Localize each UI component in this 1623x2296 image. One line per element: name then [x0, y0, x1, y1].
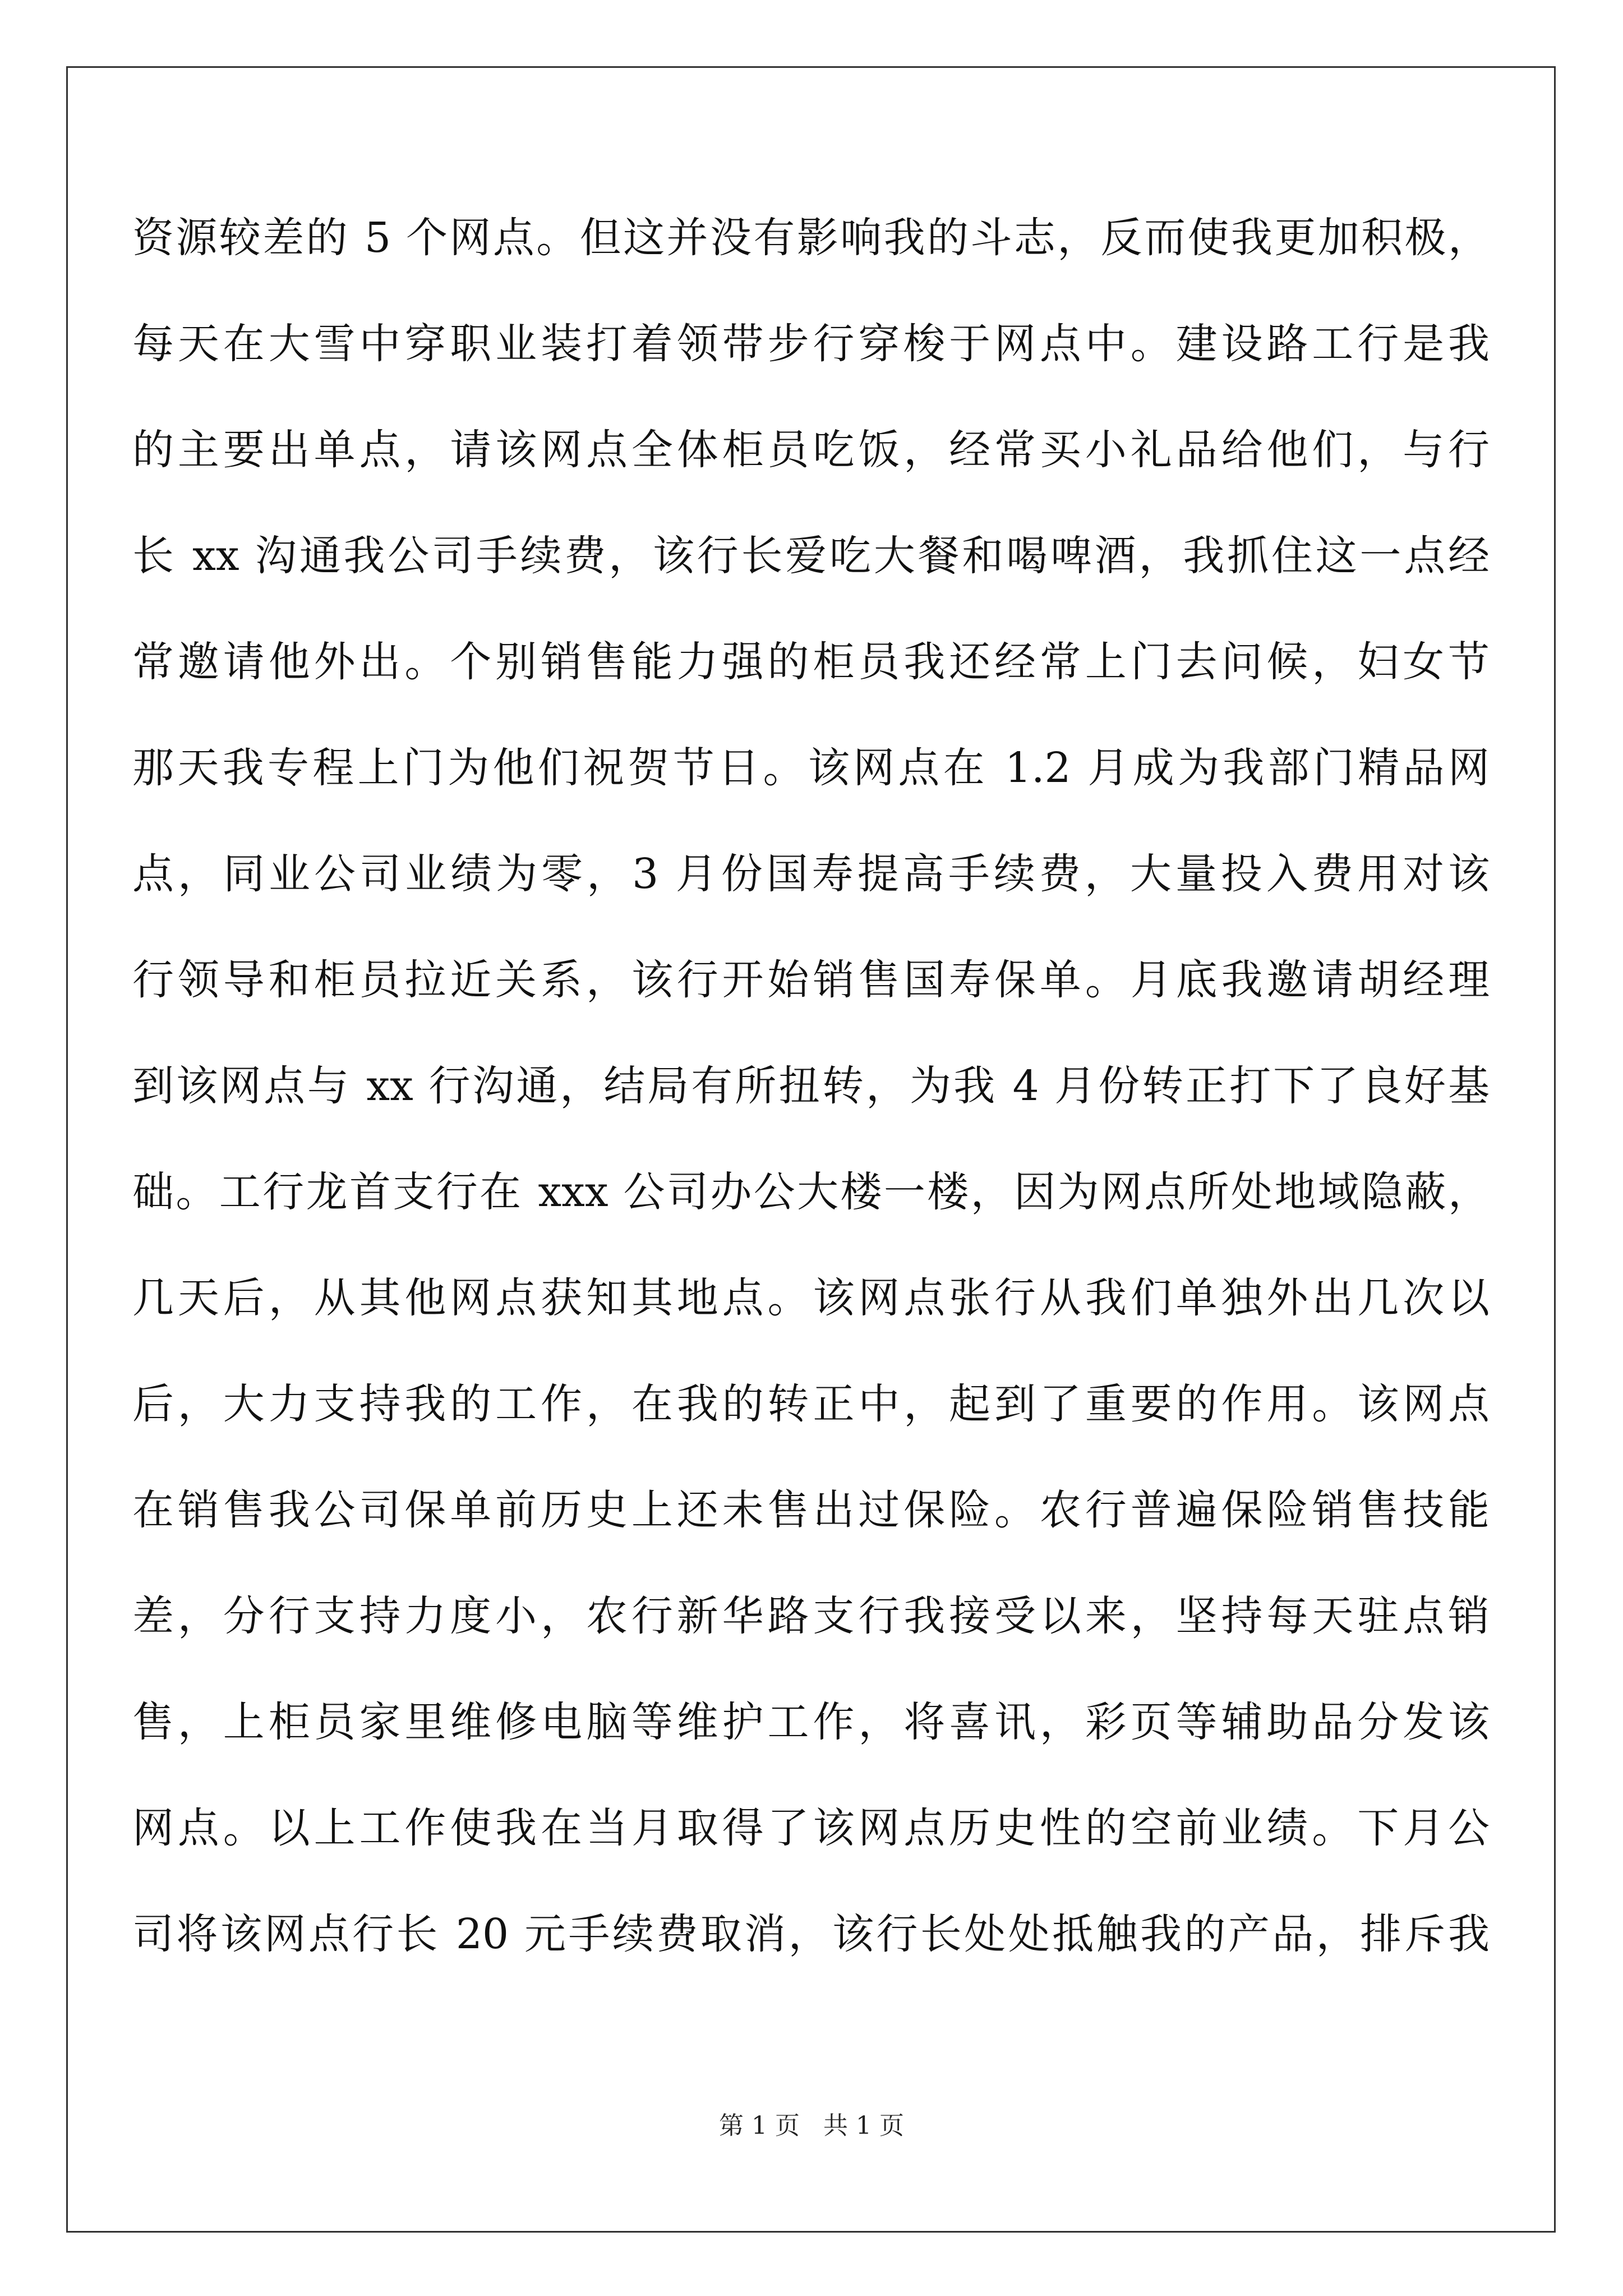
text-line-8: 行领导和柜员拉近关系，该行开始销售国寿保单。月底我邀请胡经理 [132, 956, 1490, 1004]
text-line-9: 到该网点与 xx 行沟通，结局有所扭转，为我 4 月份转正打下了良好基 [132, 1062, 1490, 1110]
text-line-2: 每天在大雪中穿职业装打着领带步行穿梭于网点中。建设路工行是我 [132, 320, 1490, 368]
text-line-12: 后，大力支持我的工作，在我的转正中，起到了重要的作用。该网点 [132, 1380, 1490, 1428]
text-line-11: 几天后，从其他网点获知其地点。该网点张行从我们单独外出几次以 [132, 1274, 1490, 1322]
text-line-3: 的主要出单点，请该网点全体柜员吃饭，经常买小礼品给他们，与行 [132, 426, 1490, 474]
text-line-16: 网点。以上工作使我在当月取得了该网点历史性的空前业绩。下月公 [132, 1804, 1490, 1852]
text-line-13: 在销售我公司保单前历史上还未售出过保险。农行普遍保险销售技能 [132, 1486, 1490, 1534]
text-line-17: 司将该网点行长 20 元手续费取消，该行长处处抵触我的产品，排斥我 [132, 1910, 1490, 1958]
text-line-7: 点，同业公司业绩为零，3 月份国寿提高手续费，大量投入费用对该 [132, 850, 1490, 898]
text-line-6: 那天我专程上门为他们祝贺节日。该网点在 1.2 月成为我部门精品网 [132, 744, 1490, 792]
text-line-4: 长 xx 沟通我公司手续费，该行长爱吃大餐和喝啤酒，我抓住这一点经 [132, 532, 1490, 580]
text-line-1: 资源较差的 5 个网点。但这并没有影响我的斗志，反而使我更加积极， [132, 214, 1490, 262]
page-number-footer: 第 1 页 共 1 页 [719, 2111, 904, 2140]
text-line-15: 售，上柜员家里维修电脑等维护工作，将喜讯，彩页等辅助品分发该 [132, 1698, 1490, 1746]
text-line-5: 常邀请他外出。个别销售能力强的柜员我还经常上门去问候，妇女节 [132, 638, 1490, 686]
body-text [132, 185, 1490, 1987]
text-line-10: 础。工行龙首支行在 xxx 公司办公大楼一楼，因为网点所处地域隐蔽， [132, 1168, 1490, 1216]
text-line-14: 差，分行支持力度小，农行新华路支行我接受以来，坚持每天驻点销 [132, 1592, 1490, 1640]
